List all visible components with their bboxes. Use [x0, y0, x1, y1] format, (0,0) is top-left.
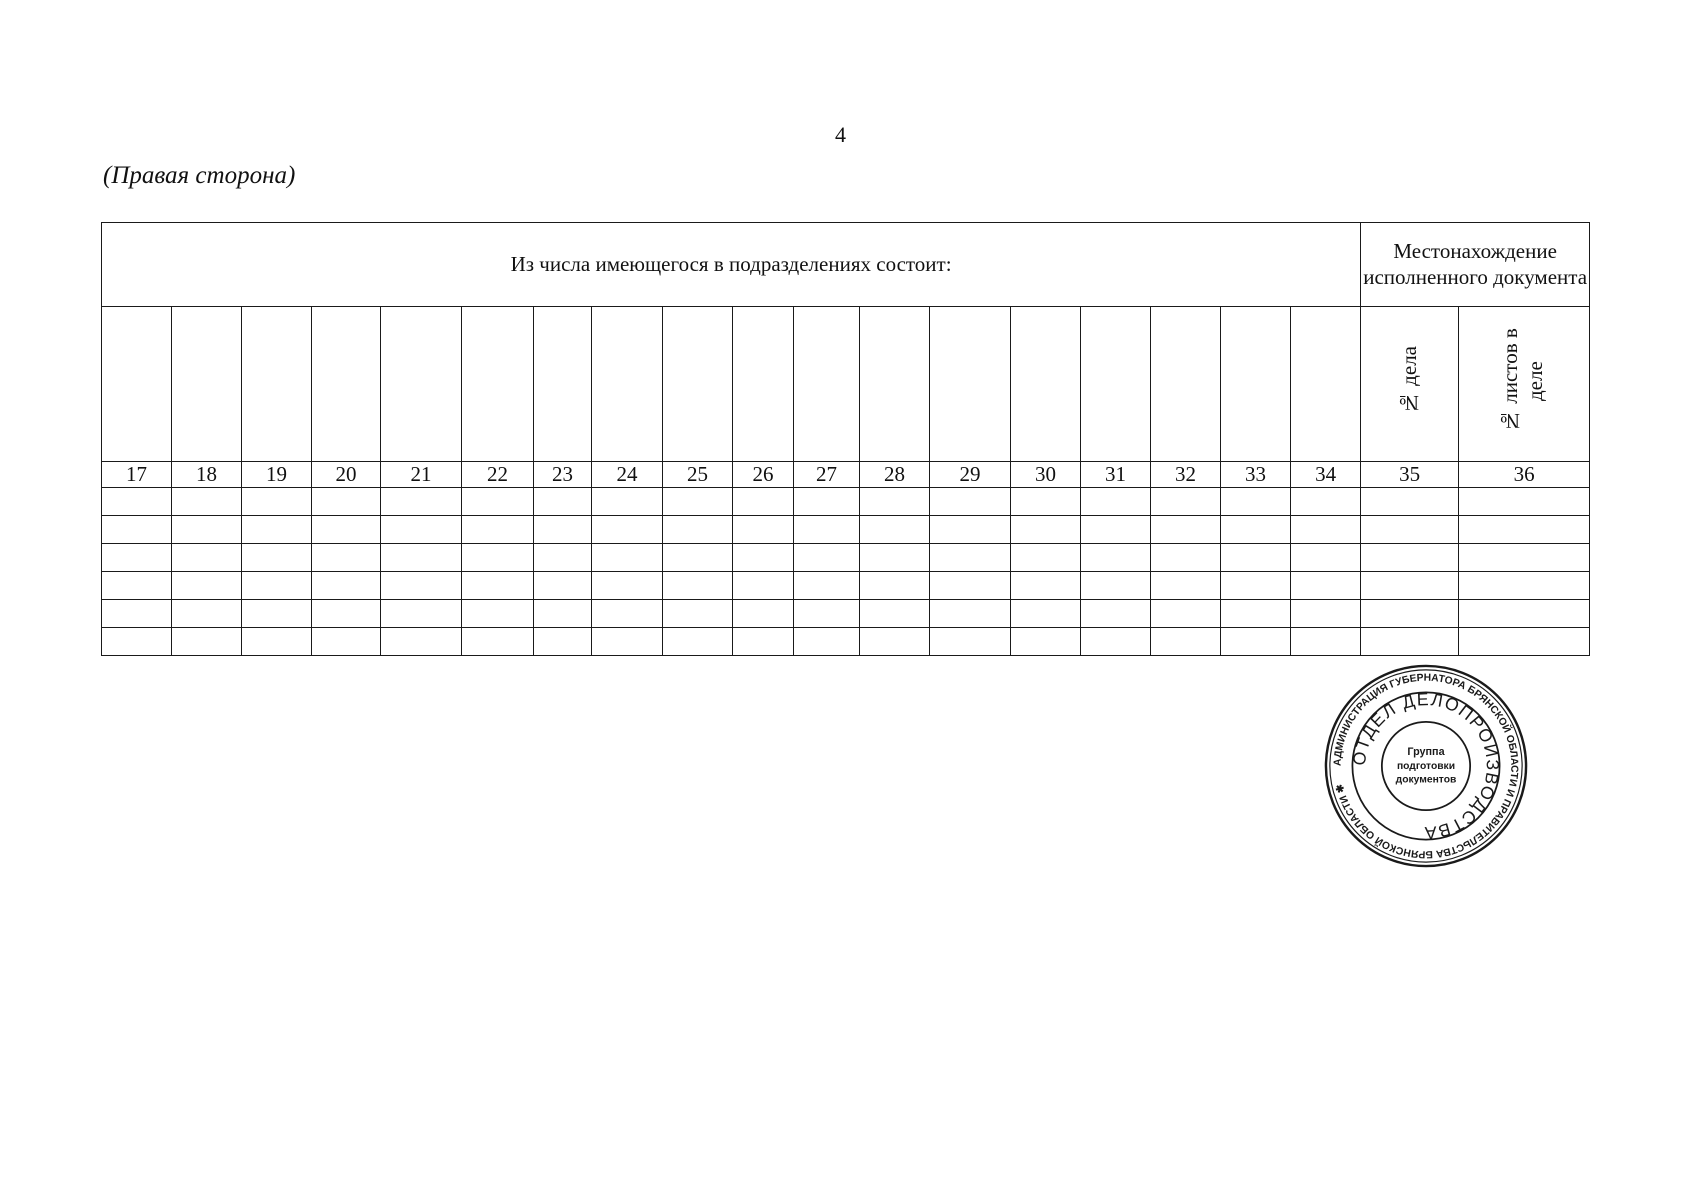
table-row	[102, 544, 1590, 572]
empty-cell[interactable]	[462, 572, 534, 600]
empty-cell[interactable]	[860, 628, 930, 656]
empty-cell[interactable]	[1081, 516, 1151, 544]
subheader-cell	[1081, 307, 1151, 462]
stamp-center-line-2: подготовки	[1396, 760, 1456, 772]
column-number: 36	[1459, 462, 1590, 488]
column-number: 27	[794, 462, 860, 488]
empty-cell[interactable]	[242, 572, 312, 600]
subheader-cell	[534, 307, 592, 462]
empty-cell[interactable]	[312, 544, 381, 572]
empty-cell[interactable]	[733, 572, 794, 600]
empty-cell[interactable]	[860, 572, 930, 600]
empty-cell[interactable]	[312, 516, 381, 544]
subheader-cell	[860, 307, 930, 462]
empty-cell[interactable]	[794, 628, 860, 656]
empty-cell[interactable]	[534, 544, 592, 572]
empty-cell[interactable]	[794, 572, 860, 600]
subheader-cell	[102, 307, 172, 462]
empty-cell[interactable]	[1081, 544, 1151, 572]
empty-cell[interactable]	[102, 572, 172, 600]
sheets-in-case-label: № листов в деле	[1498, 328, 1548, 434]
empty-cell[interactable]	[242, 488, 312, 516]
empty-cell[interactable]	[1221, 516, 1291, 544]
empty-cell[interactable]	[663, 488, 733, 516]
empty-cell[interactable]	[312, 572, 381, 600]
empty-cell[interactable]	[102, 628, 172, 656]
subheader-cell	[381, 307, 462, 462]
empty-cell[interactable]	[242, 628, 312, 656]
empty-cell[interactable]	[312, 600, 381, 628]
column-number: 23	[534, 462, 592, 488]
empty-cell[interactable]	[1459, 628, 1590, 656]
empty-cell[interactable]	[1221, 572, 1291, 600]
empty-cell[interactable]	[102, 516, 172, 544]
empty-cell[interactable]	[312, 488, 381, 516]
empty-cell[interactable]	[381, 600, 462, 628]
empty-cell[interactable]	[381, 628, 462, 656]
empty-cell[interactable]	[1151, 628, 1221, 656]
empty-cell[interactable]	[930, 572, 1011, 600]
empty-cell[interactable]	[381, 516, 462, 544]
empty-cell[interactable]	[794, 600, 860, 628]
empty-cell[interactable]	[1011, 628, 1081, 656]
empty-cell[interactable]	[242, 600, 312, 628]
empty-cell[interactable]	[1459, 572, 1590, 600]
subheader-cell	[242, 307, 312, 462]
column-number: 19	[242, 462, 312, 488]
subheader-cell	[930, 307, 1011, 462]
empty-cell[interactable]	[1221, 488, 1291, 516]
empty-cell[interactable]	[462, 516, 534, 544]
stamp-center-line-3: документов	[1395, 774, 1457, 786]
empty-cell[interactable]	[1291, 628, 1361, 656]
column-number: 35	[1361, 462, 1459, 488]
empty-cell[interactable]	[102, 544, 172, 572]
empty-cell[interactable]	[663, 544, 733, 572]
empty-cell[interactable]	[1081, 600, 1151, 628]
subheader-cell	[1291, 307, 1361, 462]
column-number: 21	[381, 462, 462, 488]
empty-cell[interactable]	[1221, 544, 1291, 572]
header-location: Местонахождение исполненного документа	[1361, 223, 1590, 307]
empty-cell[interactable]	[381, 572, 462, 600]
empty-cell[interactable]	[860, 600, 930, 628]
empty-cell[interactable]	[381, 544, 462, 572]
empty-cell[interactable]	[534, 572, 592, 600]
empty-cell[interactable]	[1291, 544, 1361, 572]
empty-cell[interactable]	[930, 544, 1011, 572]
empty-cell[interactable]	[1361, 488, 1459, 516]
empty-cell[interactable]	[930, 516, 1011, 544]
empty-cell[interactable]	[172, 488, 242, 516]
empty-cell[interactable]	[312, 628, 381, 656]
empty-cell[interactable]	[733, 488, 794, 516]
empty-cell[interactable]	[794, 544, 860, 572]
empty-cell[interactable]	[1151, 572, 1221, 600]
subheader-cell	[462, 307, 534, 462]
empty-cell[interactable]	[1221, 600, 1291, 628]
column-number: 20	[312, 462, 381, 488]
empty-cell[interactable]	[1291, 488, 1361, 516]
empty-cell[interactable]	[1081, 628, 1151, 656]
empty-cell[interactable]	[592, 572, 663, 600]
empty-cell[interactable]	[592, 600, 663, 628]
column-number: 28	[860, 462, 930, 488]
empty-cell[interactable]	[663, 628, 733, 656]
subheader-cell	[1011, 307, 1081, 462]
empty-cell[interactable]	[930, 600, 1011, 628]
empty-cell[interactable]	[172, 628, 242, 656]
column-number: 17	[102, 462, 172, 488]
subheader-cell	[733, 307, 794, 462]
empty-cell[interactable]	[592, 628, 663, 656]
subheader-sheets	[1459, 307, 1590, 462]
empty-cell[interactable]	[1151, 600, 1221, 628]
subheader-cell	[1221, 307, 1291, 462]
empty-cell[interactable]	[930, 488, 1011, 516]
subheader-case-number	[1361, 307, 1459, 462]
column-number: 24	[592, 462, 663, 488]
empty-cell[interactable]	[1011, 516, 1081, 544]
empty-cell[interactable]	[1151, 488, 1221, 516]
empty-cell[interactable]	[794, 516, 860, 544]
stamp-inner-text: ОТДЕЛ ДЕЛОПРОИЗВОДСТВА	[1348, 688, 1503, 844]
empty-cell[interactable]	[172, 544, 242, 572]
empty-cell[interactable]	[663, 516, 733, 544]
empty-cell[interactable]	[860, 488, 930, 516]
empty-cell[interactable]	[1459, 600, 1590, 628]
column-number: 32	[1151, 462, 1221, 488]
empty-cell[interactable]	[1361, 572, 1459, 600]
empty-cell[interactable]	[1361, 516, 1459, 544]
column-number: 18	[172, 462, 242, 488]
empty-cell[interactable]	[733, 544, 794, 572]
column-number: 29	[930, 462, 1011, 488]
empty-cell[interactable]	[663, 600, 733, 628]
empty-cell[interactable]	[1081, 488, 1151, 516]
empty-cell[interactable]	[462, 600, 534, 628]
empty-cell[interactable]	[172, 516, 242, 544]
empty-cell[interactable]	[381, 488, 462, 516]
column-number: 22	[462, 462, 534, 488]
empty-cell[interactable]	[1291, 572, 1361, 600]
empty-cell[interactable]	[592, 544, 663, 572]
column-number: 34	[1291, 462, 1361, 488]
empty-cell[interactable]	[1459, 544, 1590, 572]
empty-cell[interactable]	[462, 544, 534, 572]
table-row	[102, 572, 1590, 600]
subheader-cell	[172, 307, 242, 462]
empty-cell[interactable]	[102, 600, 172, 628]
empty-cell[interactable]	[1459, 488, 1590, 516]
case-number-label: № дела	[1397, 346, 1422, 416]
empty-cell[interactable]	[1291, 600, 1361, 628]
column-number-row	[102, 462, 1590, 488]
empty-cell[interactable]	[733, 628, 794, 656]
empty-cell[interactable]	[733, 516, 794, 544]
empty-cell[interactable]	[592, 488, 663, 516]
column-number: 30	[1011, 462, 1081, 488]
subheader-cell	[312, 307, 381, 462]
empty-cell[interactable]	[860, 516, 930, 544]
stamp-outer-text: АДМИНИСТРАЦИЯ ГУБЕРНАТОРА БРЯНСКОЙ ОБЛАСТИ И ПРАВИТЕЛЬСТВА БРЯНСКОЙ ОБЛАСТИ ✱	[1332, 672, 1520, 860]
empty-cell[interactable]	[1011, 488, 1081, 516]
official-stamp	[1323, 663, 1529, 869]
subheader-cell	[592, 307, 663, 462]
empty-cell[interactable]	[1081, 572, 1151, 600]
empty-cell[interactable]	[172, 600, 242, 628]
subheader-cell	[1151, 307, 1221, 462]
empty-cell[interactable]	[102, 488, 172, 516]
empty-cell[interactable]	[663, 572, 733, 600]
stamp-center-line-1: Группа	[1407, 746, 1445, 759]
empty-cell[interactable]	[1011, 600, 1081, 628]
column-number: 25	[663, 462, 733, 488]
empty-cell[interactable]	[534, 516, 592, 544]
column-number: 26	[733, 462, 794, 488]
empty-cell[interactable]	[1221, 628, 1291, 656]
table-row	[102, 516, 1590, 544]
header-main: Из числа имеющегося в подразделениях состоит:	[102, 223, 1361, 307]
empty-cell[interactable]	[733, 600, 794, 628]
side-note: (Правая сторона)	[103, 162, 296, 189]
column-number: 31	[1081, 462, 1151, 488]
column-number: 33	[1221, 462, 1291, 488]
empty-cell[interactable]	[534, 488, 592, 516]
table-row	[102, 488, 1590, 516]
empty-cell[interactable]	[534, 628, 592, 656]
table-row	[102, 600, 1590, 628]
empty-cell[interactable]	[462, 488, 534, 516]
empty-cell[interactable]	[462, 628, 534, 656]
empty-cell[interactable]	[242, 544, 312, 572]
empty-cell[interactable]	[860, 544, 930, 572]
empty-cell[interactable]	[172, 572, 242, 600]
empty-cell[interactable]	[1011, 544, 1081, 572]
empty-cell[interactable]	[1361, 600, 1459, 628]
empty-cell[interactable]	[1011, 572, 1081, 600]
subheader-cell	[794, 307, 860, 462]
empty-cell[interactable]	[242, 516, 312, 544]
empty-cell[interactable]	[1291, 516, 1361, 544]
page-number: 4	[835, 122, 846, 147]
empty-cell[interactable]	[534, 600, 592, 628]
register-table	[101, 222, 1590, 656]
empty-cell[interactable]	[592, 516, 663, 544]
empty-cell[interactable]	[1361, 628, 1459, 656]
empty-cell[interactable]	[794, 488, 860, 516]
table-row	[102, 628, 1590, 656]
empty-cell[interactable]	[1361, 544, 1459, 572]
empty-cell[interactable]	[1151, 516, 1221, 544]
empty-cell[interactable]	[1459, 516, 1590, 544]
empty-cell[interactable]	[930, 628, 1011, 656]
subheader-cell	[663, 307, 733, 462]
empty-cell[interactable]	[1151, 544, 1221, 572]
